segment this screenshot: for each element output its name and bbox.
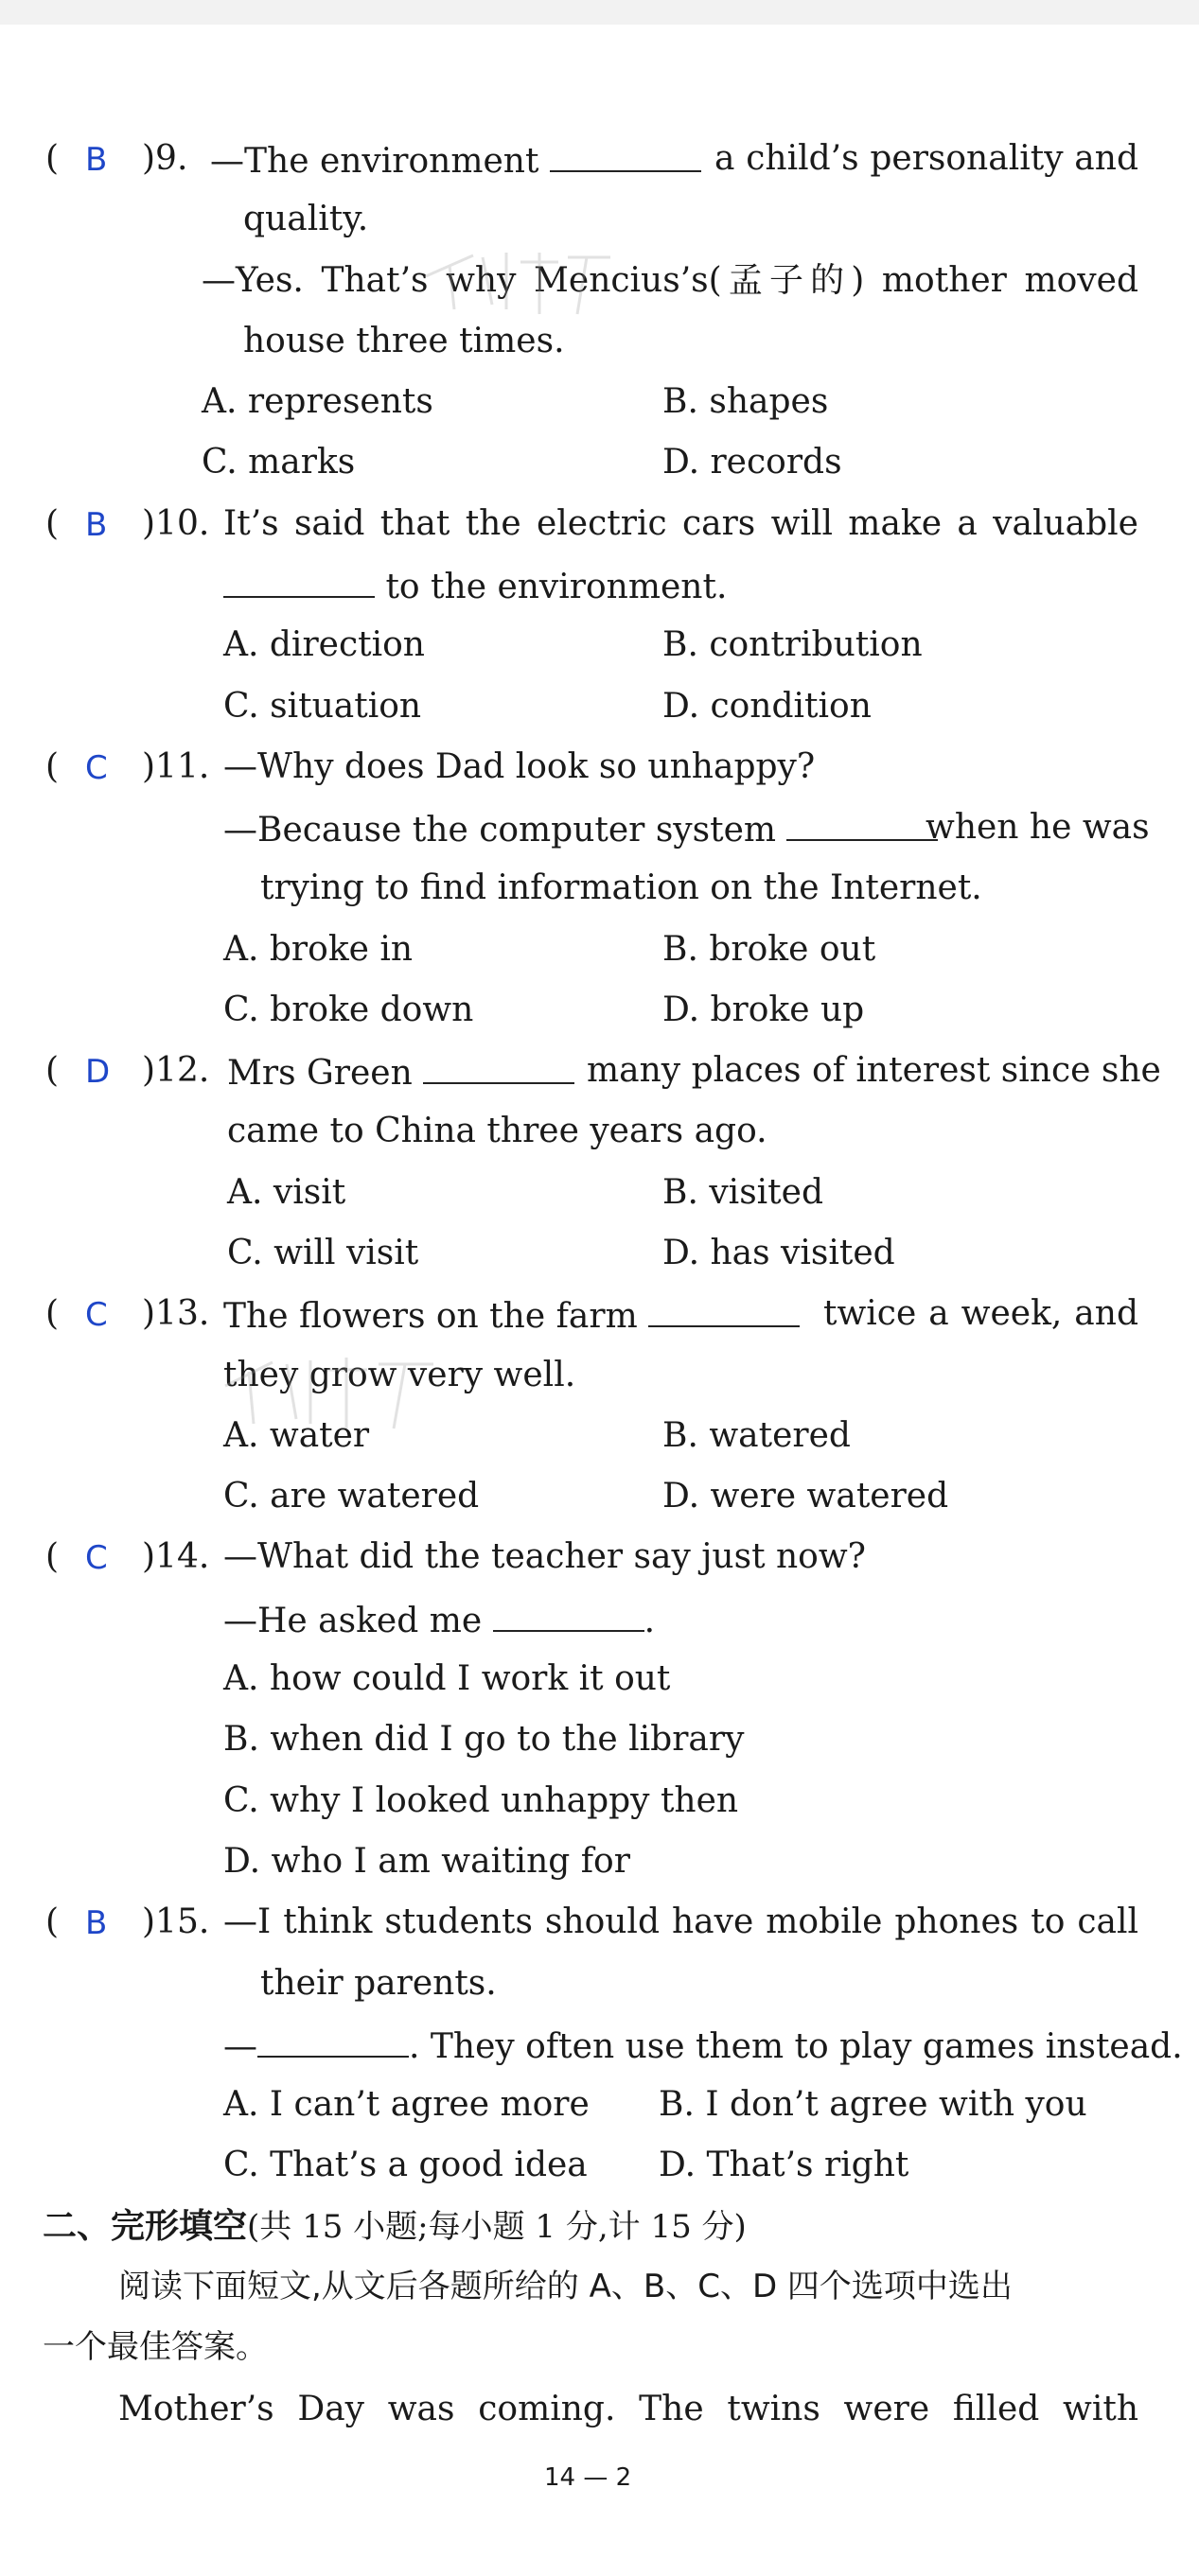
q14-option-a: A. how could I work it out <box>223 1659 671 1698</box>
q9-paren: ( <box>45 139 60 178</box>
q11-stem-line2b: when he was <box>926 808 1150 847</box>
q13-option-c: C. are watered <box>223 1477 480 1516</box>
q9-reply-line2: house three times. <box>243 322 565 360</box>
q12-option-a: A. visit <box>227 1173 346 1212</box>
q11-paren: ( <box>45 747 60 786</box>
q15-paren: ( <box>45 1902 60 1941</box>
q11-number: )11. <box>142 747 210 786</box>
q15-blank <box>257 2027 409 2058</box>
q10-number: )10. <box>142 504 210 543</box>
q10-option-b: B. contribution <box>662 625 923 664</box>
watermark-stamp <box>416 238 625 324</box>
q13-option-a: A. water <box>223 1416 370 1455</box>
q12-blank <box>423 1054 574 1084</box>
q10-blank <box>223 568 375 598</box>
q12-stem-a: Mrs Green <box>227 1054 574 1091</box>
q14-paren: ( <box>45 1537 60 1576</box>
q15-option-c: C. That’s a good idea <box>223 2146 588 2184</box>
q12-stem-b: many places of interest since she <box>587 1051 1161 1090</box>
section-heading: 二、完形填空(共 15 小题;每小题 1 分,计 15 分) <box>43 2207 747 2246</box>
q11-stem-line3: trying to find information on the Internet. <box>260 868 982 907</box>
q15-stem-line3: — . They often use them to play games instead. <box>223 2027 1183 2066</box>
q15-answer: B <box>85 1904 108 1942</box>
q9-option-b: B. shapes <box>662 382 829 421</box>
q13-option-b: B. watered <box>662 1416 851 1455</box>
q10-stem-line2: to the environment. <box>223 568 727 605</box>
q9-blank <box>550 142 701 172</box>
section-instruction-line2: 一个最佳答案。 <box>43 2328 268 2366</box>
q14-number: )14. <box>142 1537 210 1576</box>
q14-stem-line2: —He asked me . <box>223 1602 656 1640</box>
q15-option-d: D. That’s right <box>659 2146 909 2184</box>
q14-stem-line1: —What did the teacher say just now? <box>223 1537 866 1576</box>
q14-option-b: B. when did I go to the library <box>223 1720 745 1759</box>
q11-option-d: D. broke up <box>662 990 865 1029</box>
watermark-stamp <box>216 1343 452 1438</box>
q11-answer: C <box>85 749 108 787</box>
q11-blank <box>786 811 938 841</box>
q12-number: )12. <box>142 1051 210 1090</box>
q12-paren: ( <box>45 1051 60 1090</box>
q10-stem-line1: It’s said that the electric cars will make a valuable <box>223 504 1138 543</box>
q11-option-b: B. broke out <box>662 930 876 969</box>
q12-option-d: D. has visited <box>662 1234 895 1272</box>
q14-option-d: D. who I am waiting for <box>223 1842 630 1881</box>
q15-option-b: B. I don’t agree with you <box>659 2085 1087 2124</box>
q13-option-d: D. were watered <box>662 1477 949 1516</box>
top-band <box>0 0 1199 25</box>
q15-number: )15. <box>142 1902 210 1941</box>
q12-answer: D <box>85 1053 111 1091</box>
q9-stem-b: a child’s personality and <box>714 139 1138 178</box>
q13-blank <box>648 1297 800 1327</box>
q10-paren: ( <box>45 504 60 543</box>
q15-stem-line1: —I think students should have mobile phones to call <box>223 1902 1138 1941</box>
section-instruction-line1: 阅读下面短文,从文后各题所给的 A、B、C、D 四个选项中选出 <box>118 2268 1013 2305</box>
q14-blank <box>493 1602 644 1632</box>
q14-answer: C <box>85 1539 108 1577</box>
q11-stem-line1: —Why does Dad look so unhappy? <box>223 747 816 786</box>
q15-stem-line2: their parents. <box>260 1964 497 2003</box>
q9-option-a: A. represents <box>202 382 433 421</box>
q14-option-c: C. why I looked unhappy then <box>223 1781 739 1820</box>
q10-answer: B <box>85 506 108 544</box>
q15-option-a: A. I can’t agree more <box>223 2085 590 2124</box>
q9-option-d: D. records <box>662 443 842 482</box>
q11-stem-line2a: —Because the computer system <box>223 811 938 848</box>
q10-option-a: A. direction <box>223 625 425 664</box>
q13-answer: C <box>85 1296 108 1334</box>
q13-stem-c: they grow very well. <box>223 1356 576 1394</box>
q9-stem-a: —The environment <box>210 142 701 179</box>
q12-option-c: C. will visit <box>227 1234 419 1272</box>
q13-number: )13. <box>142 1294 210 1333</box>
q11-option-a: A. broke in <box>223 930 414 969</box>
q9-answer: B <box>85 141 108 179</box>
q11-option-c: C. broke down <box>223 990 474 1029</box>
q9-stem-c: quality. <box>243 200 369 238</box>
q10-option-d: D. condition <box>662 687 872 726</box>
q12-option-b: B. visited <box>662 1173 823 1212</box>
q12-stem-c: came to China three years ago. <box>227 1112 767 1150</box>
passage-first-line: Mother’s Day was coming. The twins were filled with <box>118 2390 1138 2428</box>
q9-reply-line1: —Yes. That’s why Mencius’s(孟子的) mother moved <box>202 261 1138 300</box>
q13-stem-b: twice a week, and <box>823 1294 1138 1333</box>
page-number: 14 — 2 <box>544 2463 632 2492</box>
q10-option-c: C. situation <box>223 687 422 726</box>
q9-number: )9. <box>142 139 188 178</box>
q9-option-c: C. marks <box>202 443 356 482</box>
q13-paren: ( <box>45 1294 60 1333</box>
q13-stem-a: The flowers on the farm <box>223 1297 800 1334</box>
